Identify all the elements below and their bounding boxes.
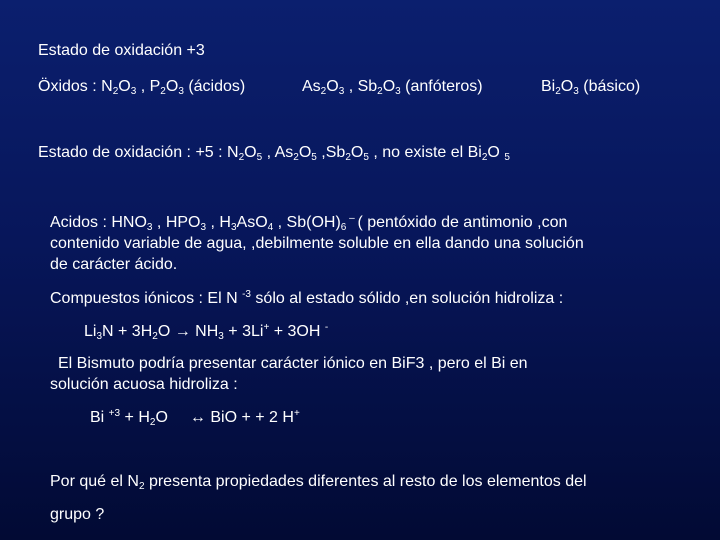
acidos-line2: contenido variable de agua, ,debilmente soluble en ella dando una solución [50,235,584,252]
bismuto-line1: El Bismuto podría presentar carácter iónico en BiF3 , pero el Bi en [58,355,528,372]
equation-bismuto: Bi $^{+3} + H_2O$ ↔ BiO + + 2 H+ [90,408,300,428]
question-line2: grupo ? [50,506,105,523]
oxidos-line [38,77,245,97]
estado5-line: Estado de oxidación : +5 : $N_2O_5$ , $As_2O_5$ $,Sb_2O_5$ , no existe el $Bi_2O$ $_5$ [38,144,510,163]
bismuto-line2: solución acuosa hidroliza : [50,376,238,393]
oxidos-label: Öxidos : [38,78,102,95]
bismuto-paragraph [50,353,690,395]
oxidos-basic: $Bi_2O_3$ (básico) [541,78,641,97]
acidos-line3: de carácter ácido. [50,256,178,273]
equation-li3n: $Li_3N + 3H_2O \to NH_3 + 3Li^+ + 3OH$ - [84,322,329,342]
compuestos-line: Compuestos iónicos : El N $^{-3}$ sólo al estado sólido ,en solución hidroliza : [50,289,564,307]
oxidos-amphoteric: $As_2O_3$ , $Sb_2O_3$ (anfóteros) [302,78,483,97]
oxidos-acidic: $N_2O_3$ , $P_2O_3$ (ácidos) [101,78,246,97]
acidos-paragraph [50,212,690,275]
acidos-line1: Acidos : $HNO_3$ , $HPO_3$ , $H_3AsO_4$ , $Sb(OH)_6$ – ( pentóxido de antimonio ,con [50,213,568,233]
estado3-title: Estado de oxidación +3 [38,42,205,59]
question-line1: Por qué el $N_2$ presenta propiedades diferentes al resto de los elementos del [50,473,587,492]
